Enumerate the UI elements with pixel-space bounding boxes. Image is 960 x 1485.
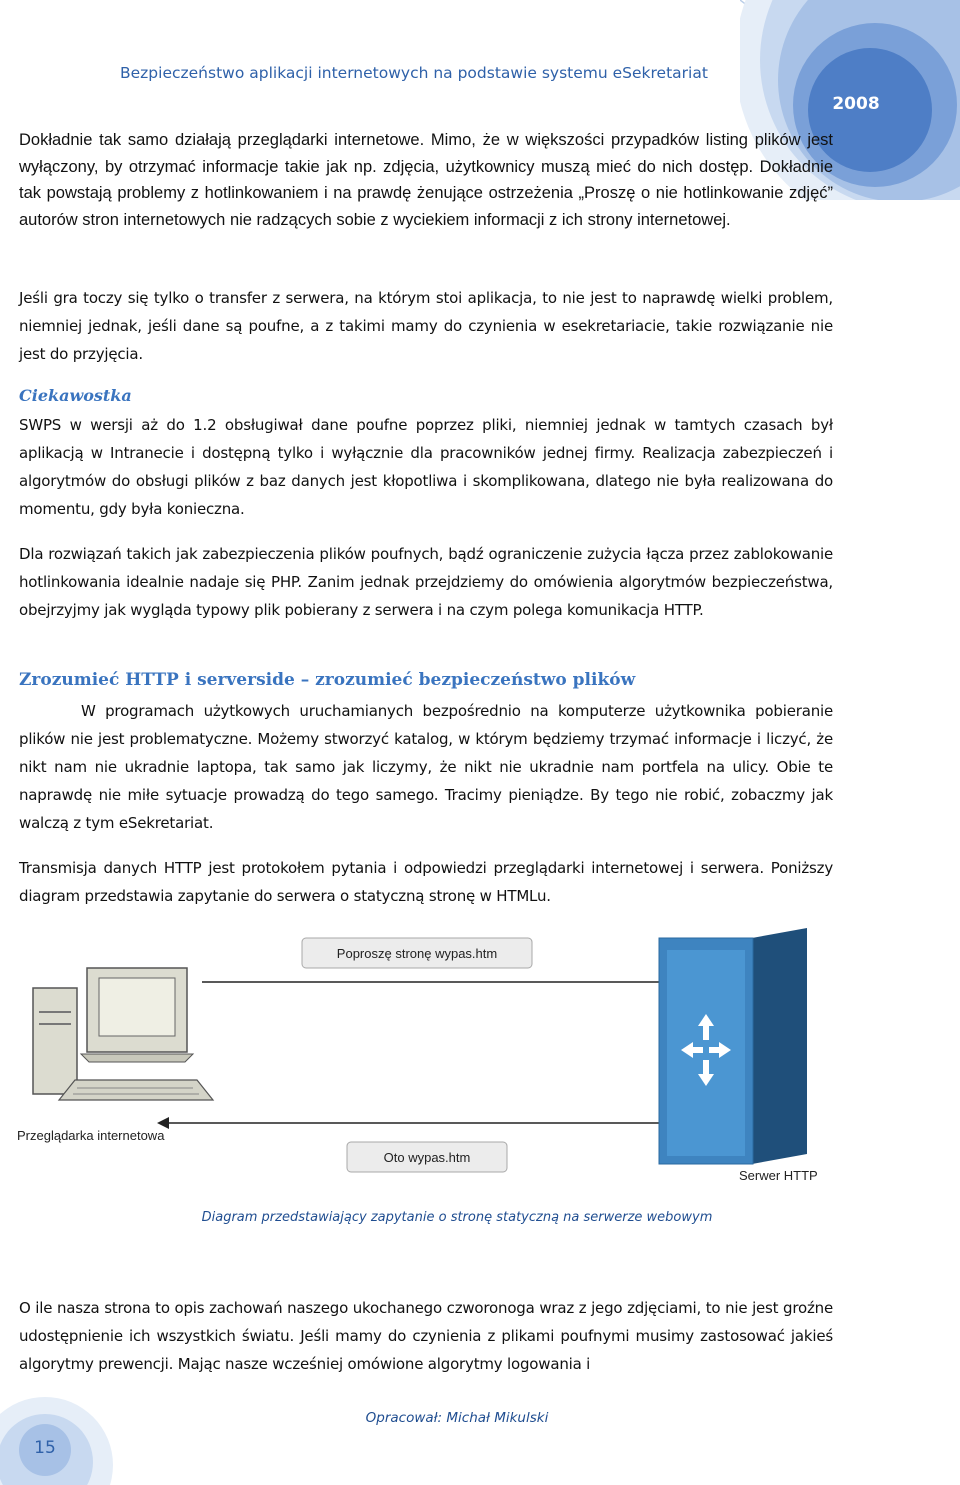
paragraph-hotlinking: Dokładnie tak samo działają przeglądarki internetowe. Mimo, że w większości przypadków listing plików jest wyłączony, by otrzymać informacje takie jak np. zdjęcia, użytkownicy muszą mieć do nich dostęp. Dokładnie tak powstają problemy z hotlinkowaniem i na prawdę żenujące ostrzeżenia „Proszę o nie hotlinkowanie zdjęć” autorów stron internetowych nie radzących sobie z wyciekiem informacji z ich strony internetowej. <box>19 131 833 229</box>
curiosity-heading: Ciekawostka <box>19 386 132 405</box>
client-label: Przeglądarka internetowa <box>17 1128 165 1143</box>
paragraph-php: Dla rozwiązań takich jak zabezpieczenia plików poufnych, bądź ograniczenie zużycia łącza przez zablokowanie hotlinkowania idealnie nadaje się PHP. Zanim jednak przejdziemy do omówienia algorytmów bezpieczeństwa, obejrzyjmy jak wygląda typowy plik pobierany z serwera i na czym polega komunikacja HTTP. <box>19 545 833 619</box>
response-arrow <box>157 1117 735 1129</box>
http-request-diagram <box>17 928 827 1200</box>
response-bubble <box>347 1142 507 1172</box>
section-heading: Zrozumieć HTTP i serverside – zrozumieć bezpieczeństwo plików <box>19 670 636 690</box>
request-label: Poproszę stronę wypas.htm <box>336 946 498 961</box>
page-number: 15 <box>34 1438 56 1458</box>
paragraph-swps: SWPS w wersji aż do 1.2 obsługiwał dane poufne poprzez pliki, niemniej jednak w tamtych czasach był aplikacją w Intranecie i dostępną tylko i wyłącznie dla pracowników jednej firmy. Realizacja zabezpieczeń i algorytmów do obsługi plików z baz danych jest kłopotliwa i skomplikowana, dlatego nie była realizowana do momentu, gdy była konieczna. <box>19 416 833 518</box>
diagram-caption: Diagram przedstawiający zapytanie o stronę statyczną na serwerze webowym <box>201 1210 713 1225</box>
paragraph-user-programs: W programach użytkowych uruchamianych bezpośrednio na komputerze użytkownika pobieranie plików nie jest problematyczne. Możemy stworzyć katalog, w którym będziemy trzymać informacje i liczyć, że nikt nam nie ukradnie laptopa, tak samo jak liczymy, że nikt nie ukradnie nam portfela na ulicy. Obie te naprawdę nie miłe sytuacje prowadzą do tego samego. Tracimy pieniądze. By tego nie robić, zobaczmy jak walczą z tym eSekretariat. <box>19 702 833 832</box>
paragraph-http-transmission: Transmisja danych HTTP jest protokołem pytania i odpowiedzi przeglądarki internetowej i serwera. Poniższy diagram przedstawia zapytanie do serwera o statyczną stronę w HTMLu. <box>19 859 833 905</box>
computer-icon <box>33 968 213 1100</box>
request-bubble <box>302 938 532 968</box>
paragraph-prevention: O ile nasza strona to opis zachowań naszego ukochanego czworonoga wraz z jego zdjęciami, to nie jest groźne udostępnienie ich wszystkich światu. Jeśli mamy do czynienia z plikami poufnymi musimy zastosować jakieś algorytmy prewencji. Mając nasze wcześniej omówione algorytmy logowania i <box>19 1299 833 1373</box>
paragraph-transfer: Jeśli gra toczy się tylko o transfer z serwera, na którym stoi aplikacja, to nie jest to naprawdę wielki problem, niemniej jednak, jeśli dane są poufne, a z takimi mamy do czynienia w esekretariacie, takie rozwiązanie nie jest do przyjęcia. <box>19 289 833 363</box>
header-year: 2008 <box>832 94 880 114</box>
response-label: Oto wypas.htm <box>383 1150 471 1165</box>
footer-author: Opracował: Michał Mikulski <box>365 1410 549 1426</box>
server-label: Serwer HTTP <box>739 1168 818 1183</box>
server-icon <box>659 928 807 1164</box>
page-header-title: Bezpieczeństwo aplikacji internetowych na podstawie systemu eSekretariat <box>120 64 708 82</box>
